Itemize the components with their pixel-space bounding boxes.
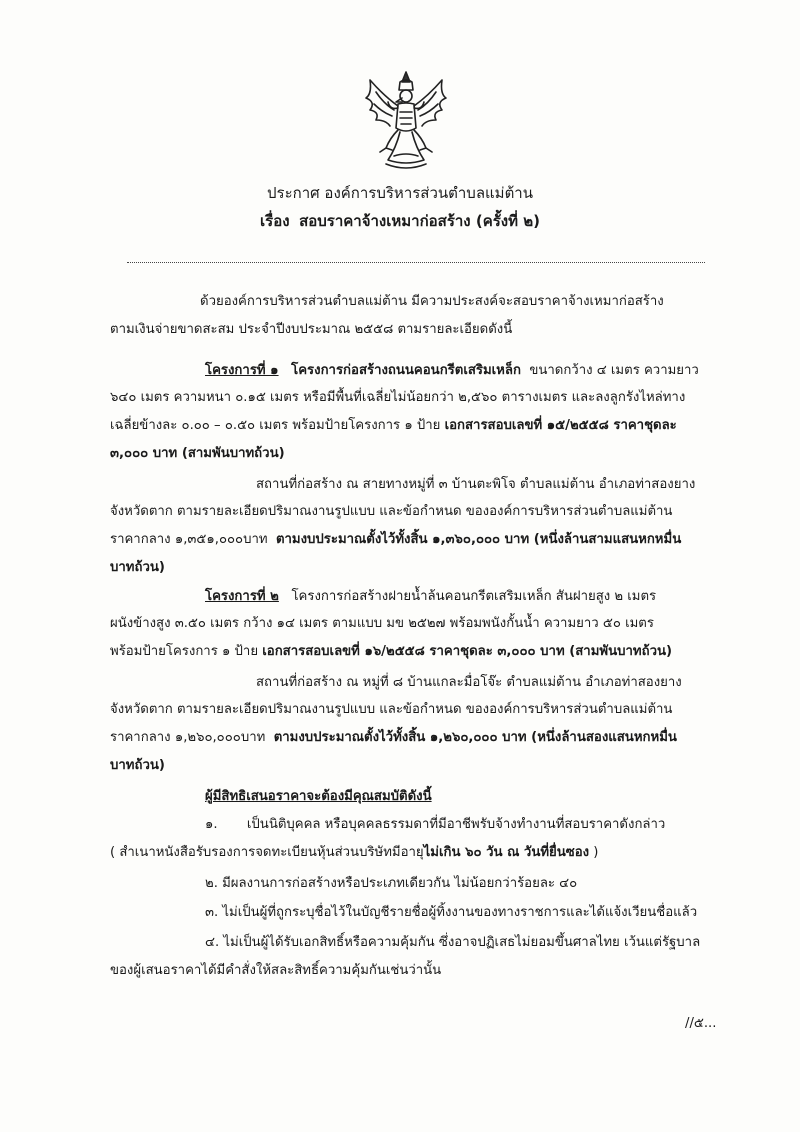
- item1-text: เป็นนิติบุคคล หรือบุคคลธรรมดาที่มีอาชีพรับจ้างทำงานที่สอบราคาดังกล่าว: [246, 817, 666, 832]
- project2-line-2: ผนังข้างสูง ๓.๕๐ เมตร กว้าง ๑๔ เมตร ตามแบบ มข ๒๕๒๗ พร้อมพนังกั้นน้ำ ความยาว ๕๐ เมตร: [110, 616, 654, 631]
- project2-median-price: ราคากลาง ๑,๒๖๐,๐๐๐บาท: [110, 730, 266, 745]
- project2-sign: พร้อมป้ายโครงการ ๑ ป้าย: [110, 644, 259, 659]
- project1-price: ๓,๐๐๐ บาท (สามพันบาทถ้วน): [110, 446, 285, 461]
- intro-line-1: ด้วยองค์การบริหารส่วนตำบลแม่ต้าน มีความประสงค์จะสอบราคาจ้างเหมาก่อสร้าง: [200, 294, 664, 309]
- project1-title: โครงการก่อสร้างถนนคอนกรีตเสริมเหล็ก: [291, 363, 521, 378]
- project2-title: โครงการก่อสร้างฝายน้ำล้นคอนกรีตเสริมเหล็ก สันฝายสูง ๒ เมตร: [291, 589, 657, 604]
- item1-note-b: ไม่เกิน ๖๐ วัน ณ วันที่ยื่นซอง: [423, 845, 590, 860]
- project1-sign: เฉลี่ยข้างละ ๐.๐๐ – ๐.๕๐ เมตร พร้อมป้ายโครงการ ๑ ป้าย: [110, 418, 441, 433]
- project1-line-2: ๖๔๐ เมตร ความหนา ๐.๑๕ เมตร หรือมีพื้นที่เฉลี่ยไม่น้อยกว่า ๒,๕๖๐ ตารางเมตร และลงลูกรังไหล่ทาง: [110, 390, 686, 405]
- project2-budget-end: บาทถ้วน): [110, 758, 165, 773]
- project1-median-price: ราคากลาง ๑,๓๕๑,๐๐๐บาท: [110, 532, 268, 547]
- qualification-item-4-cont: ของผู้เสนอราคาได้มีคำสั่งให้สละสิทธิ์ความคุ้มกันเช่นว่านั้น: [110, 963, 442, 978]
- page-continuation: //๕...: [685, 1016, 717, 1031]
- project1-location: สถานที่ก่อสร้าง ณ สายทางหมู่ที่ ๓ บ้านตะพิโจ ตำบลแม่ต้าน อำเภอท่าสองยาง: [256, 477, 696, 492]
- garuda-emblem-icon: [356, 68, 456, 174]
- project2-location: สถานที่ก่อสร้าง ณ หมู่ที่ ๘ บ้านแกละมื่อโจ๊ะ ตำบลแม่ต้าน อำเภอท่าสองยาง: [256, 675, 682, 690]
- project2-doc-number: เอกสารสอบเลขที่ ๑๖/๒๕๕๘ ราคาชุดละ ๓,๐๐๐ บาท (สามพันบาทถ้วน): [262, 644, 673, 659]
- project2-budget: ตามงบประมาณตั้งไว้ทั้งสิ้น ๑,๒๖๐,๐๐๐ บาท (หนึ่งล้านสองแสนหกหมื่น: [273, 730, 677, 745]
- project2-line-1: [205, 588, 656, 606]
- qualifications-heading: ผู้มีสิทธิเสนอราคาจะต้องมีคุณสมบัติดังนี้: [205, 789, 432, 804]
- project2-line-3: [110, 643, 672, 661]
- qualification-item-2: ๒. มีผลงานการก่อสร้างหรือประเภทเดียวกัน ไม่น้อยกว่าร้อยละ ๔๐: [205, 876, 578, 891]
- qualification-item-3: ๓. ไม่เป็นผู้ที่ถูกระบุชื่อไว้ในบัญชีรายชื่อผู้ทิ้งงานของทางราชการและได้แจ้งเวียนชื่อแล้ว: [205, 905, 698, 920]
- subject-label: เรื่อง: [260, 212, 290, 230]
- qualification-item-1-note: [110, 844, 598, 862]
- project1-budget: ตามงบประมาณตั้งไว้ทั้งสิ้น ๑,๓๖๐,๐๐๐ บาท (หนึ่งล้านสามแสนหกหมื่น: [275, 532, 682, 547]
- item1-note-c: ): [589, 845, 599, 860]
- project1-line-1: [205, 362, 699, 380]
- project1-budget-end: บาทถ้วน): [110, 560, 165, 575]
- project1-size: ขนาดกว้าง ๔ เมตร ความยาว: [529, 363, 699, 378]
- project1-doc-number: เอกสารสอบเลขที่ ๑๕/๒๕๕๘ ราคาชุดละ: [444, 418, 677, 433]
- item1-note-a: ( สำเนาหนังสือรับรองการจดทะเบียนหุ้นส่วนบริษัทมีอายุ: [110, 845, 424, 860]
- dotted-divider: [127, 262, 705, 263]
- project2-heading: โครงการที่ ๒: [205, 589, 279, 604]
- item1-number: ๑.: [205, 817, 218, 832]
- project1-budget-line: [110, 531, 681, 549]
- announcement-title: ประกาศ องค์การบริหารส่วนตำบลแม่ต้าน: [267, 184, 533, 202]
- project1-line-3: [110, 417, 677, 435]
- qualification-item-4: ๔. ไม่เป็นผู้ได้รับเอกสิทธิ์หรือความคุ้มกัน ซึ่งอาจปฏิเสธไม่ยอมขึ้นศาลไทย เว้นแต่รัฐบาล: [205, 935, 701, 950]
- project1-specs: จังหวัดตาก ตามรายละเอียดปริมาณงานรูปแบบ และข้อกำหนด ขององค์การบริหารส่วนตำบลแม่ต้าน: [110, 504, 673, 519]
- project2-budget-line: [110, 729, 677, 747]
- project2-specs: จังหวัดตาก ตามรายละเอียดปริมาณงานรูปแบบ และข้อกำหนด ขององค์การบริหารส่วนตำบลแม่ต้าน: [110, 702, 673, 717]
- announcement-subject: [0, 209, 800, 233]
- intro-line-2: ตามเงินจ่ายขาดสะสม ประจำปีงบประมาณ ๒๕๕๘ ตามรายละเอียดดังนี้: [110, 322, 513, 337]
- project1-heading: โครงการที่ ๑: [205, 363, 279, 378]
- subject-text: สอบราคาจ้างเหมาก่อสร้าง (ครั้งที่ ๒): [299, 212, 540, 230]
- qualification-item-1: [205, 816, 665, 834]
